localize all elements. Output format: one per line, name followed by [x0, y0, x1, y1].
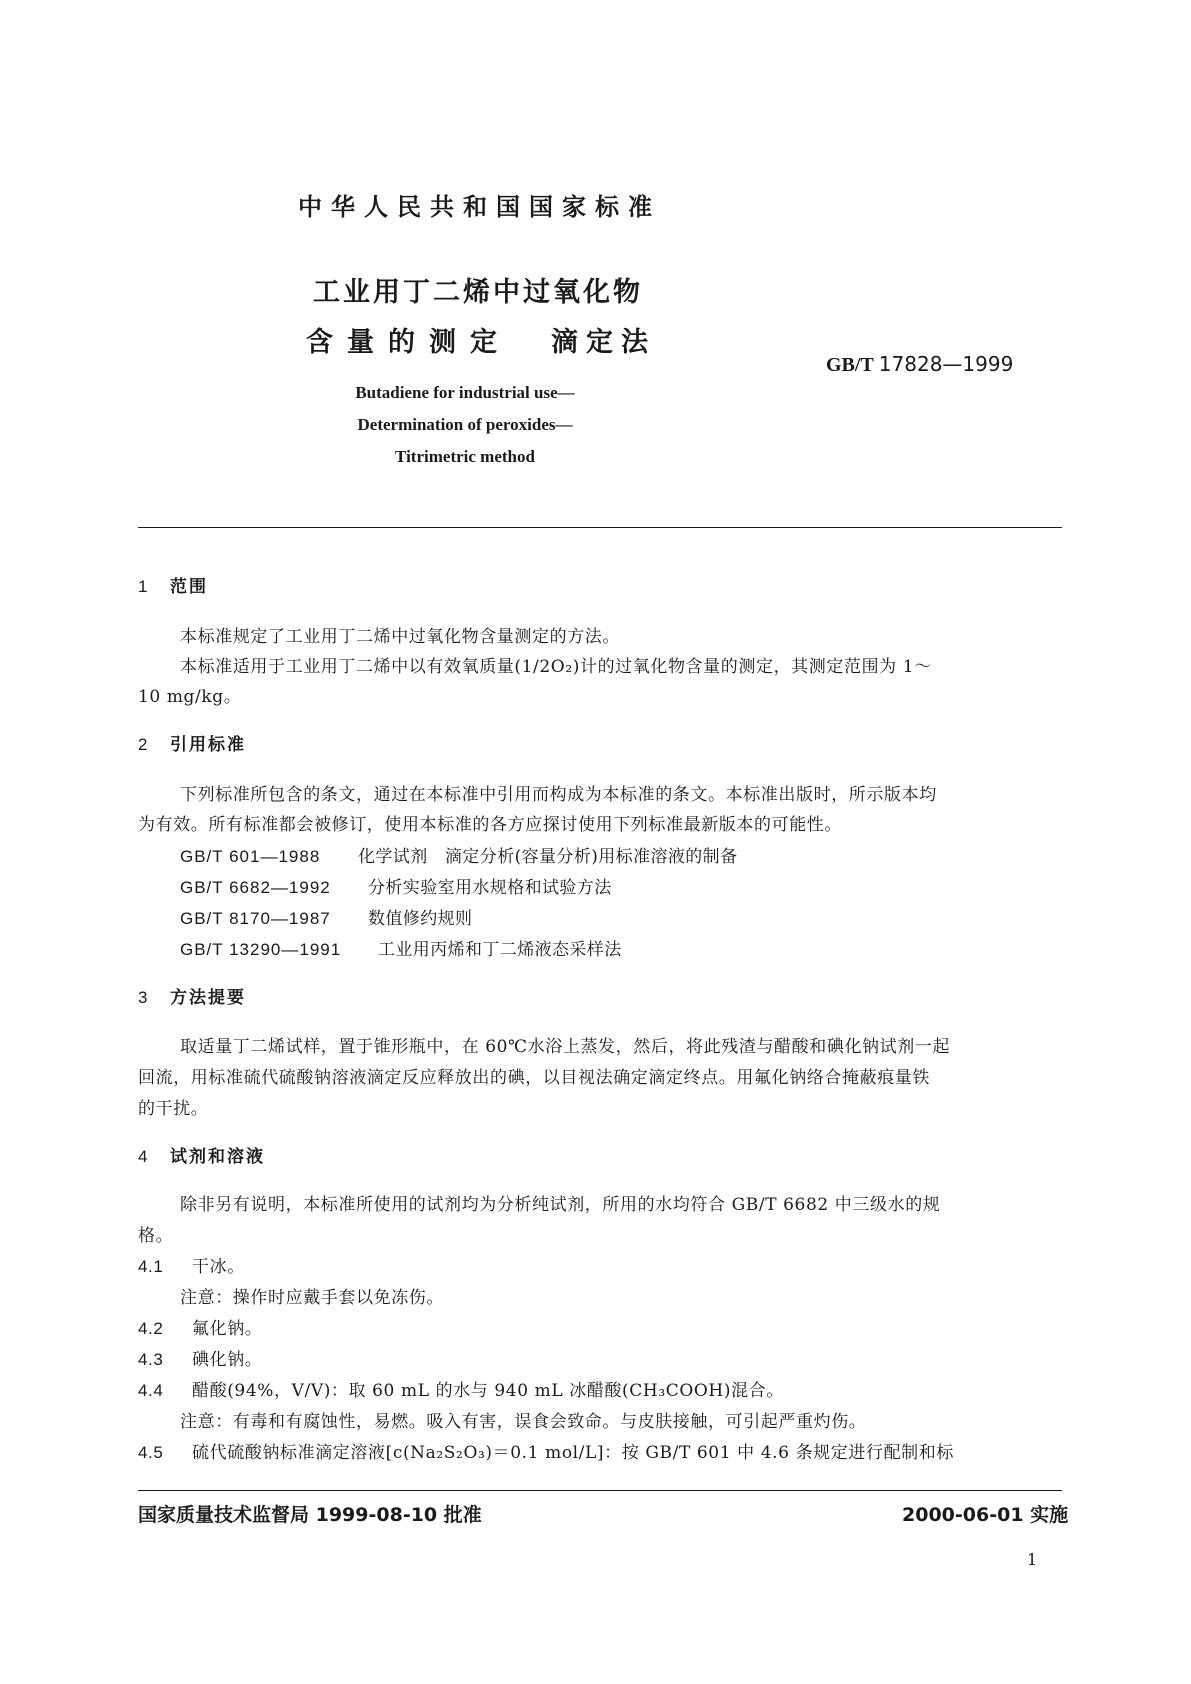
- english-title-line1: Butadiene for industrial use—: [355, 383, 575, 402]
- reagent-item-4-4: [138, 1376, 784, 1401]
- item-number: 4.1: [138, 1257, 164, 1276]
- section-3-heading: [138, 983, 246, 1008]
- reference-item: [180, 935, 622, 960]
- national-standard-label: 中华人民共和国国家标准: [298, 192, 661, 221]
- reference-code: GB/T 13290—1991: [180, 940, 342, 959]
- english-title-line3: Titrimetric method: [395, 447, 535, 466]
- section-title: 范围: [170, 577, 208, 597]
- reference-item: [180, 873, 612, 898]
- reference-title: 数值修约规则: [368, 909, 473, 929]
- implementation-date: 2000-06-01 实施: [902, 1504, 1069, 1526]
- item-text: 氟化钠。: [192, 1319, 263, 1339]
- reagent-note-4-1: 注意：操作时应戴手套以免冻伤。: [180, 1288, 444, 1308]
- section-title: 引用标准: [170, 735, 246, 755]
- section-title: 试剂和溶液: [170, 1147, 265, 1167]
- standard-code: [826, 352, 1013, 377]
- reagent-item-4-3: [138, 1345, 262, 1370]
- reagent-item-4-1: [138, 1252, 245, 1277]
- item-text: 硫代硫酸钠标准滴定溶液[c(Na₂S₂O₃)＝0.1 mol/L]：按 GB/T 601 中 4.6 条规定进行配制和标: [192, 1443, 954, 1463]
- item-number: 4.2: [138, 1319, 164, 1338]
- title-part-a: 含量的测定: [306, 327, 511, 358]
- section-2-paragraph-line1: 下列标准所包含的条文，通过在本标准中引用而构成为本标准的条文。本标准出版时，所示版本均: [180, 785, 937, 805]
- section-2-heading: [138, 730, 246, 755]
- section-number: 4: [138, 1147, 148, 1166]
- header-divider: [138, 527, 1062, 528]
- section-number: 3: [138, 988, 148, 1007]
- reference-item: [180, 842, 737, 867]
- section-2-paragraph-line2: 为有效。所有标准都会被修订，使用本标准的各方应探讨使用下列标准最新版本的可能性。: [138, 815, 842, 835]
- section-1-paragraph-1: 本标准规定了工业用丁二烯中过氧化物含量测定的方法。: [180, 627, 620, 647]
- reference-code: GB/T 8170—1987: [180, 909, 331, 928]
- reagent-item-4-5: [138, 1438, 954, 1463]
- section-3-paragraph-line3: 的干扰。: [138, 1099, 209, 1119]
- reference-item: [180, 904, 472, 929]
- section-title: 方法提要: [170, 988, 246, 1008]
- page-number: 1: [1027, 1550, 1038, 1569]
- document-title-line1: 工业用丁二烯中过氧化物: [313, 277, 643, 308]
- document-title-line2: [306, 320, 656, 359]
- reference-title: 化学试剂 滴定分析(容量分析)用标准溶液的制备: [358, 847, 738, 867]
- english-title-line2: Determination of peroxides—: [357, 415, 573, 434]
- section-4-heading: [138, 1142, 265, 1167]
- reagent-note-4-4: 注意：有毒和有腐蚀性，易燃。吸入有害，误食会致命。与皮肤接触，可引起严重灼伤。: [180, 1412, 867, 1432]
- title-part-b: 滴定法: [551, 327, 656, 358]
- item-number: 4.5: [138, 1443, 164, 1462]
- item-text: 醋酸(94%，V/V)：取 60 mL 的水与 940 mL 冰醋酸(CH₃COOH)混合。: [192, 1381, 784, 1401]
- reagent-item-4-2: [138, 1314, 262, 1339]
- section-1-heading: [138, 572, 208, 597]
- approval-statement: 国家质量技术监督局 1999-08-10 批准: [138, 1504, 482, 1526]
- section-number: 2: [138, 735, 148, 754]
- footer-divider: [138, 1490, 1062, 1491]
- standard-code-number: 17828—1999: [878, 352, 1014, 376]
- section-3-paragraph-line2: 回流，用标准硫代硫酸钠溶液滴定反应释放出的碘，以目视法确定滴定终点。用氟化钠络合掩蔽痕量铁: [138, 1068, 930, 1088]
- section-3-paragraph-line1: 取适量丁二烯试样，置于锥形瓶中，在 60℃水浴上蒸发，然后，将此残渣与醋酸和碘化钠试剂一起: [180, 1037, 951, 1057]
- item-number: 4.4: [138, 1381, 164, 1400]
- item-text: 碘化钠。: [192, 1350, 263, 1370]
- section-1-paragraph-2-line1: 本标准适用于工业用丁二烯中以有效氧质量(1/2O₂)计的过氧化物含量的测定，其测定范围为 1～: [180, 657, 932, 677]
- item-number: 4.3: [138, 1350, 164, 1369]
- section-1-paragraph-2-line2: 10 mg/kg。: [138, 687, 242, 707]
- reference-title: 分析实验室用水规格和试验方法: [368, 878, 612, 898]
- reference-code: GB/T 6682—1992: [180, 878, 331, 897]
- reference-title: 工业用丙烯和丁二烯液态采样法: [378, 940, 622, 960]
- item-text: 干冰。: [192, 1257, 245, 1277]
- section-4-intro-line2: 格。: [138, 1226, 174, 1246]
- reference-code: GB/T 601—1988: [180, 847, 321, 866]
- section-number: 1: [138, 577, 148, 596]
- standard-code-prefix: GB/T: [826, 354, 874, 376]
- section-4-intro-line1: 除非另有说明，本标准所使用的试剂均为分析纯试剂，所用的水均符合 GB/T 6682 中三级水的规: [180, 1195, 941, 1215]
